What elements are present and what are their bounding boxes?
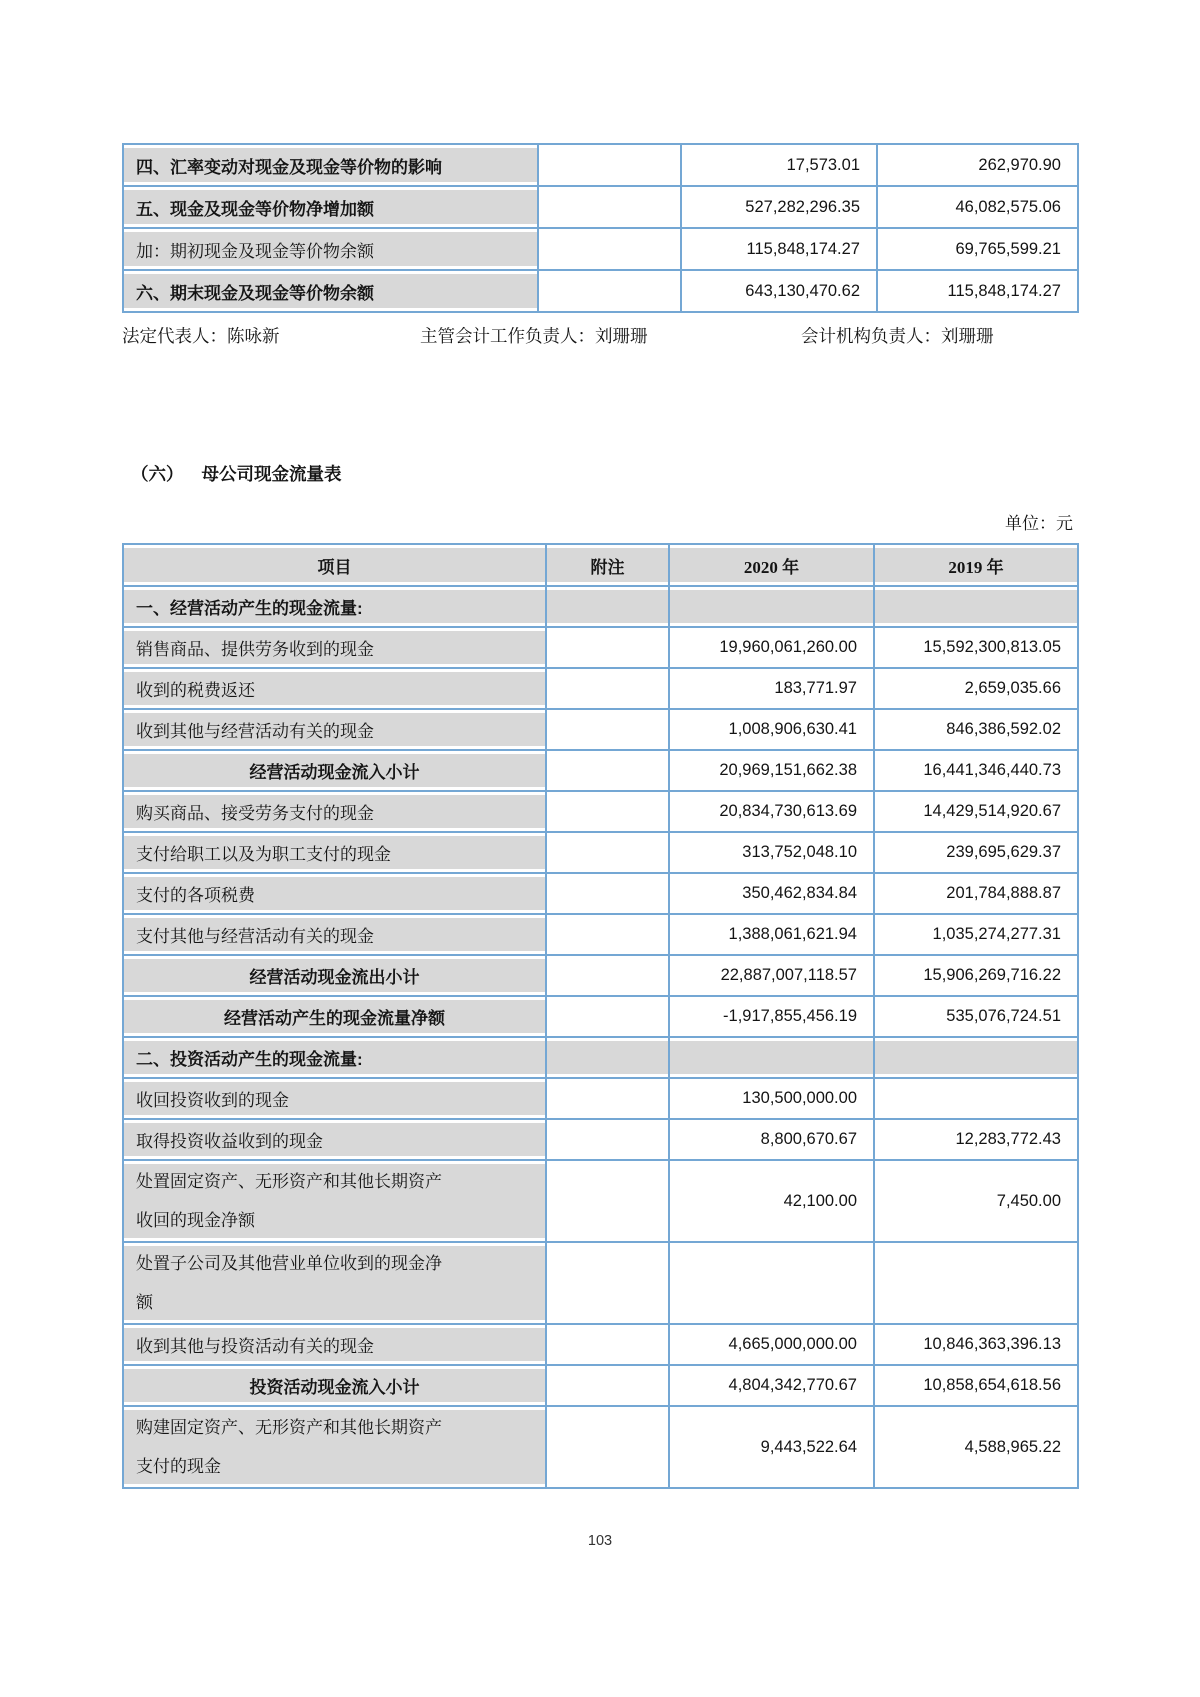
table-row [123, 186, 1078, 228]
page-number: 103 [587, 1533, 613, 1549]
item-label-line: 支付的现金 [136, 1457, 221, 1476]
value-2019-cell [874, 1242, 1078, 1324]
note-cell [546, 1365, 669, 1406]
note-cell [546, 873, 669, 914]
subtotal-label-cell: 经营活动现金流出小计 [123, 955, 546, 996]
section-heading-index: （六） [131, 464, 184, 484]
table-row [123, 791, 1078, 832]
item-label-cell: 支付的各项税费 [123, 873, 546, 914]
value-2020-cell: 350,462,834.84 [669, 873, 874, 914]
value-2020-cell: 4,665,000,000.00 [669, 1324, 874, 1365]
item-label-cell: 六、期末现金及现金等价物余额 [123, 270, 538, 312]
value-2020-cell: 8,800,670.67 [669, 1119, 874, 1160]
value-2020-cell: 183,771.97 [669, 668, 874, 709]
value-2020-cell: 643,130,470.62 [681, 270, 877, 312]
note-cell [546, 996, 669, 1037]
accounting-department-head: 会计机构负责人：刘珊珊 [801, 326, 994, 346]
item-label-cell: 支付其他与经营活动有关的现金 [123, 914, 546, 955]
value-2020-cell: -1,917,855,456.19 [669, 996, 874, 1037]
item-label-line: 购建固定资产、无形资产和其他长期资产 [136, 1418, 442, 1437]
note-cell [546, 1037, 669, 1078]
item-label-cell: 收到其他与投资活动有关的现金 [123, 1324, 546, 1365]
note-cell [546, 750, 669, 791]
table-row [123, 668, 1078, 709]
table-row [123, 1160, 1078, 1242]
value-2020-cell: 313,752,048.10 [669, 832, 874, 873]
parent-company-cash-flow-table [122, 543, 1079, 1489]
value-2020-cell: 20,969,151,662.38 [669, 750, 874, 791]
value-2019-cell: 846,386,592.02 [874, 709, 1078, 750]
note-cell [546, 1160, 669, 1242]
value-2020-cell: 1,008,906,630.41 [669, 709, 874, 750]
note-cell [546, 1119, 669, 1160]
value-2020-cell: 130,500,000.00 [669, 1078, 874, 1119]
value-2019-cell: 201,784,888.87 [874, 873, 1078, 914]
value-2019-cell: 15,592,300,813.05 [874, 627, 1078, 668]
value-2019-cell: 15,906,269,716.22 [874, 955, 1078, 996]
item-label-cell: 购买商品、接受劳务支付的现金 [123, 791, 546, 832]
table-row [123, 1365, 1078, 1406]
value-2019-cell [874, 1037, 1078, 1078]
table-row [123, 1406, 1078, 1488]
item-label-cell: 收到其他与经营活动有关的现金 [123, 709, 546, 750]
subtotal-label-cell: 经营活动现金流入小计 [123, 750, 546, 791]
value-2019-cell: 4,588,965.22 [874, 1406, 1078, 1488]
note-cell [538, 228, 681, 270]
value-2019-cell: 46,082,575.06 [877, 186, 1078, 228]
value-2019-cell: 1,035,274,277.31 [874, 914, 1078, 955]
table-row [123, 996, 1078, 1037]
table-row [123, 750, 1078, 791]
table-header-row [123, 544, 1078, 586]
header-item: 项目 [123, 544, 546, 586]
table-row [123, 1324, 1078, 1365]
note-cell [546, 791, 669, 832]
section-heading-title: 母公司现金流量表 [201, 464, 342, 484]
table-row [123, 144, 1078, 186]
table-row [123, 709, 1078, 750]
value-2020-cell: 1,388,061,621.94 [669, 914, 874, 955]
value-2020-cell [669, 1037, 874, 1078]
note-cell [546, 709, 669, 750]
note-cell [546, 668, 669, 709]
cash-equivalents-summary-table [122, 143, 1079, 313]
value-2020-cell: 42,100.00 [669, 1160, 874, 1242]
value-2019-cell: 115,848,174.27 [877, 270, 1078, 312]
value-2020-cell [669, 1242, 874, 1324]
value-2019-cell: 16,441,346,440.73 [874, 750, 1078, 791]
note-cell [546, 914, 669, 955]
item-label-cell: 取得投资收益收到的现金 [123, 1119, 546, 1160]
table-row [123, 270, 1078, 312]
value-2019-cell: 262,970.90 [877, 144, 1078, 186]
subtotal-label-cell: 经营活动产生的现金流量净额 [123, 996, 546, 1037]
signers-line [122, 323, 1122, 347]
item-label-cell [123, 1160, 546, 1242]
note-cell [546, 1078, 669, 1119]
note-cell [546, 627, 669, 668]
value-2020-cell [669, 586, 874, 627]
value-2020-cell: 19,960,061,260.00 [669, 627, 874, 668]
table-row [123, 873, 1078, 914]
note-cell [546, 955, 669, 996]
table-row [123, 586, 1078, 627]
item-label-cell: 加：期初现金及现金等价物余额 [123, 228, 538, 270]
value-2020-cell: 9,443,522.64 [669, 1406, 874, 1488]
item-label-cell: 支付给职工以及为职工支付的现金 [123, 832, 546, 873]
table-row [123, 914, 1078, 955]
item-label-line: 额 [136, 1293, 153, 1312]
value-2019-cell: 2,659,035.66 [874, 668, 1078, 709]
value-2020-cell: 115,848,174.27 [681, 228, 877, 270]
header-2020: 2020 年 [669, 544, 874, 586]
table-row [123, 832, 1078, 873]
value-2020-cell: 527,282,296.35 [681, 186, 877, 228]
value-2019-cell [874, 586, 1078, 627]
note-cell [546, 1406, 669, 1488]
value-2020-cell: 17,573.01 [681, 144, 877, 186]
value-2019-cell: 10,846,363,396.13 [874, 1324, 1078, 1365]
value-2020-cell: 22,887,007,118.57 [669, 955, 874, 996]
chief-accounting-officer: 主管会计工作负责人：刘珊珊 [420, 326, 648, 346]
table-row [123, 1242, 1078, 1324]
value-2019-cell: 535,076,724.51 [874, 996, 1078, 1037]
note-cell [538, 186, 681, 228]
note-cell [546, 832, 669, 873]
table-row [123, 627, 1078, 668]
note-cell [546, 586, 669, 627]
value-2019-cell: 12,283,772.43 [874, 1119, 1078, 1160]
note-cell [546, 1324, 669, 1365]
item-label-cell: 收到的税费返还 [123, 668, 546, 709]
value-2019-cell: 239,695,629.37 [874, 832, 1078, 873]
table-row [123, 228, 1078, 270]
value-2019-cell: 14,429,514,920.67 [874, 791, 1078, 832]
section-heading [131, 461, 342, 486]
unit-label: 单位：元 [1005, 514, 1073, 533]
item-label-cell: 销售商品、提供劳务收到的现金 [123, 627, 546, 668]
value-2019-cell: 10,858,654,618.56 [874, 1365, 1078, 1406]
note-cell [538, 270, 681, 312]
item-label-cell: 五、现金及现金等价物净增加额 [123, 186, 538, 228]
table-row [123, 955, 1078, 996]
value-2019-cell [874, 1078, 1078, 1119]
header-note: 附注 [546, 544, 669, 586]
value-2019-cell: 7,450.00 [874, 1160, 1078, 1242]
item-label-cell: 四、汇率变动对现金及现金等价物的影响 [123, 144, 538, 186]
item-label-cell: 收回投资收到的现金 [123, 1078, 546, 1119]
legal-representative: 法定代表人：陈咏新 [122, 326, 280, 346]
table-row [123, 1037, 1078, 1078]
table-row [123, 1119, 1078, 1160]
subtotal-label-cell: 投资活动现金流入小计 [123, 1365, 546, 1406]
value-2020-cell: 20,834,730,613.69 [669, 791, 874, 832]
item-label-line: 处置子公司及其他营业单位收到的现金净 [136, 1254, 442, 1273]
note-cell [538, 144, 681, 186]
item-label-line: 处置固定资产、无形资产和其他长期资产 [136, 1172, 442, 1191]
section-label-cell: 二、投资活动产生的现金流量: [123, 1037, 546, 1078]
item-label-cell [123, 1406, 546, 1488]
header-2019: 2019 年 [874, 544, 1078, 586]
value-2019-cell: 69,765,599.21 [877, 228, 1078, 270]
item-label-line: 收回的现金净额 [136, 1211, 255, 1230]
table-row [123, 1078, 1078, 1119]
note-cell [546, 1242, 669, 1324]
item-label-cell [123, 1242, 546, 1324]
value-2020-cell: 4,804,342,770.67 [669, 1365, 874, 1406]
section-label-cell: 一、经营活动产生的现金流量: [123, 586, 546, 627]
